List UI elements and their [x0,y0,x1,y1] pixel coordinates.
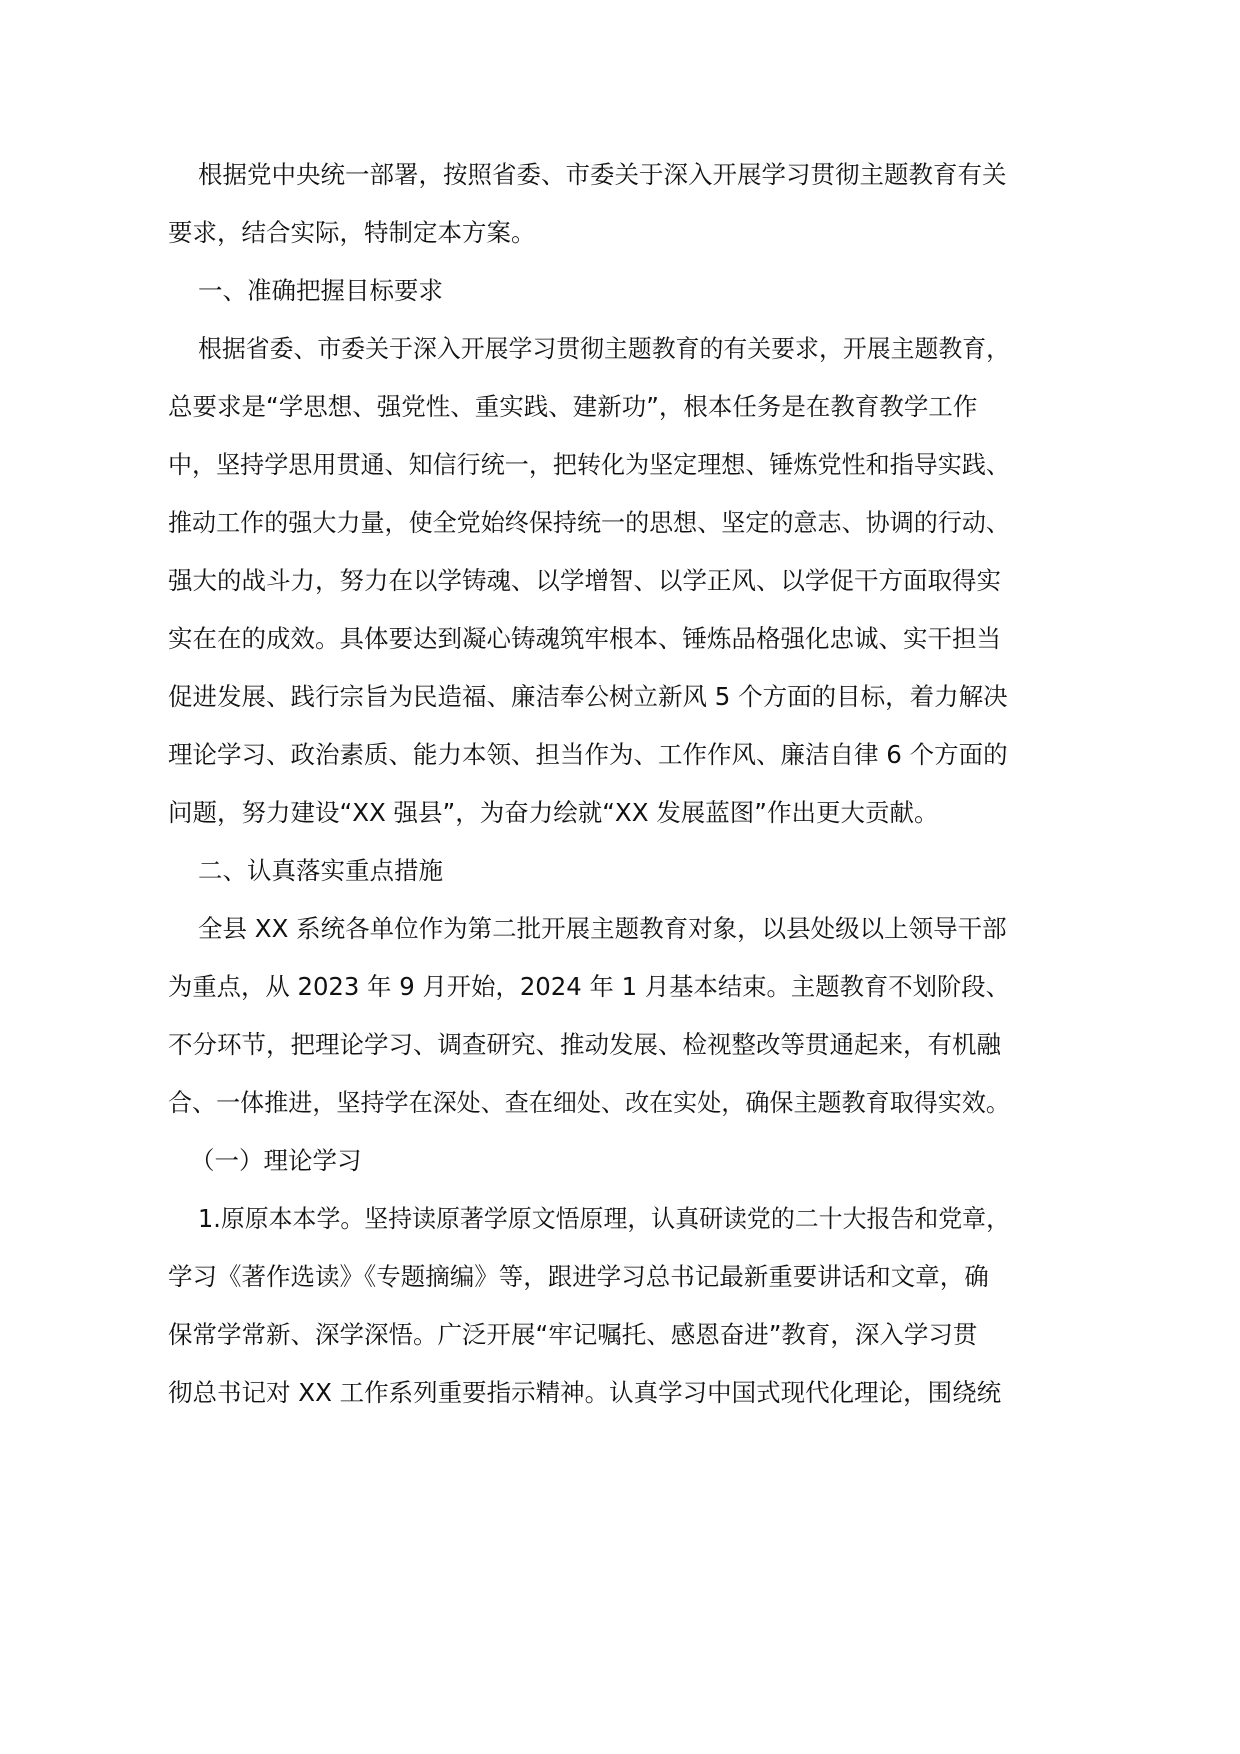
line-text: 不分环节，把理论学习、调查研究、推动发展、检视整改等贯通起来，有机融 [168,1030,1001,1059]
text-line [0,793,1240,833]
line-text: 问题，努力建设“XX 强县”，为奋力绘就“XX 发展蓝图”作出更大贡献。 [168,798,939,827]
text-line [0,1025,1240,1065]
text-line [0,213,1240,253]
line-text: 总要求是“学思想、强党性、重实践、建新功”，根本任务是在教育教学工作 [168,392,978,421]
text-line [0,967,1240,1007]
text-line [0,329,1240,369]
line-text: 强大的战斗力，努力在以学铸魂、以学增智、以学正风、以学促干方面取得实 [168,566,1001,595]
line-text: 中，坚持学思用贯通、知信行统一，把转化为坚定理想、锤炼党性和指导实践、 [168,450,1010,479]
text-line [0,445,1240,485]
text-line [0,1373,1240,1413]
subsection-heading [0,1141,1240,1181]
line-text: 1.原原本本学。坚持读原著学原文悟原理，认真研读党的二十大报告和党章， [198,1204,1010,1233]
text-line [0,561,1240,601]
line-text: 根据党中央统一部署，按照省委、市委关于深入开展学习贯彻主题教育有关 [198,160,1007,189]
line-text: 学习《著作选读》《专题摘编》等，跟进学习总书记最新重要讲话和文章，确 [168,1262,989,1291]
line-text: 实在在的成效。具体要达到凝心铸魂筑牢根本、锤炼品格强化忠诚、实干担当 [168,624,1001,653]
line-text: 全县 XX 系统各单位作为第二批开展主题教育对象，以县处级以上领导干部 [198,914,1007,943]
subsection-heading-text: （一）理论学习 [190,1146,362,1175]
text-line [0,677,1240,717]
section-heading [0,851,1240,891]
text-line [0,155,1240,195]
line-text: 根据省委、市委关于深入开展学习贯彻主题教育的有关要求，开展主题教育， [198,334,1011,363]
line-text: 彻总书记对 XX 工作系列重要指示精神。认真学习中国式现代化理论，围绕统 [168,1378,1002,1407]
line-text: 保常学常新、深学深悟。广泛开展“牢记嘱托、感恩奋进”教育，深入学习贯 [168,1320,978,1349]
line-text: 要求，结合实际，特制定本方案。 [168,218,536,247]
section-heading [0,271,1240,311]
text-line [0,619,1240,659]
text-line [0,1315,1240,1355]
line-text: 推动工作的强大力量，使全党始终保持统一的思想、坚定的意志、协调的行动、 [168,508,1010,537]
line-text: 合、一体推进，坚持学在深处、查在细处、改在实处，确保主题教育取得实效。 [168,1088,1010,1117]
line-text: 为重点，从 2023 年 9 月开始，2024 年 1 月基本结束。主题教育不划阶段、 [168,972,1010,1001]
section-heading-text: 一、准确把握目标要求 [198,276,443,305]
text-line [0,1199,1240,1239]
text-line [0,909,1240,949]
text-line [0,735,1240,775]
line-text: 促进发展、践行宗旨为民造福、廉洁奉公树立新风 5 个方面的目标，着力解决 [168,682,1008,711]
text-line [0,503,1240,543]
text-line [0,1257,1240,1297]
text-line [0,387,1240,427]
line-text: 理论学习、政治素质、能力本领、担当作为、工作作风、廉洁自律 6 个方面的 [168,740,1008,769]
section-heading-text: 二、认真落实重点措施 [198,856,443,885]
text-line [0,1083,1240,1123]
